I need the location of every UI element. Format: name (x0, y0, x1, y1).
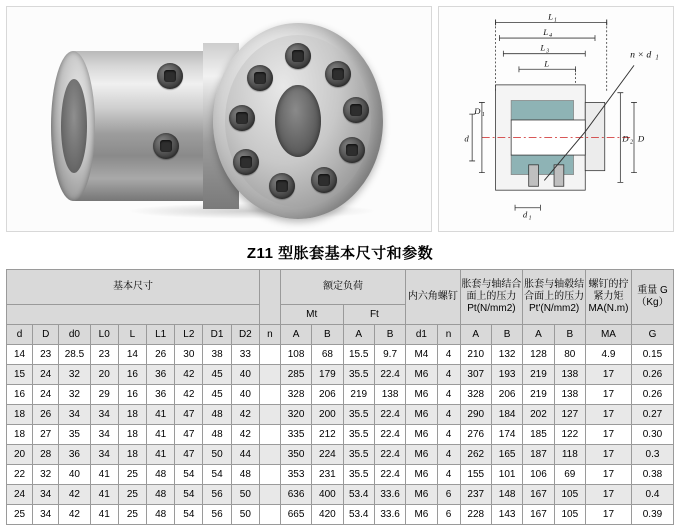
table-cell: 224 (312, 445, 343, 465)
table-cell: 33.6 (374, 505, 405, 525)
table-cell: 41 (90, 505, 118, 525)
table-cell: 0.15 (631, 345, 673, 365)
table-cell: 187 (523, 445, 554, 465)
table-cell (259, 345, 280, 365)
table-cell: 143 (491, 505, 522, 525)
table-cell: 40 (231, 385, 259, 405)
table-cell: 193 (491, 365, 522, 385)
table-cell: M6 (406, 485, 437, 505)
table-cell: 350 (280, 445, 311, 465)
table-cell: 420 (312, 505, 343, 525)
table-cell: 41 (90, 485, 118, 505)
bolt-icon (339, 137, 365, 163)
table-cell: 35.5 (343, 425, 374, 445)
table-cell: 22.4 (374, 365, 405, 385)
table-cell: 48 (147, 465, 175, 485)
table-cell: 42 (175, 385, 203, 405)
col-d0: d0 (59, 325, 90, 345)
table-cell: 18 (118, 405, 146, 425)
table-cell: 41 (147, 425, 175, 445)
table-cell: 307 (460, 365, 491, 385)
table-cell: 18 (7, 405, 33, 425)
table-cell: 34 (33, 505, 59, 525)
col-MA: MA (585, 325, 631, 345)
table-cell: 138 (374, 385, 405, 405)
table-head (7, 270, 674, 345)
table-cell: 32 (59, 385, 90, 405)
table-cell: 34 (90, 445, 118, 465)
table-row (7, 345, 674, 365)
page-title: Z11 型胀套基本尺寸和参数 (246, 245, 434, 262)
table-cell: 17 (585, 425, 631, 445)
table-cell: 328 (280, 385, 311, 405)
table-cell: 24 (33, 385, 59, 405)
table-cell: 35 (59, 425, 90, 445)
table-cell: 17 (585, 485, 631, 505)
dim-label-nxd1: n × d (630, 49, 652, 61)
table-cell: 56 (203, 505, 231, 525)
table-cell: 155 (460, 465, 491, 485)
table-cell: 636 (280, 485, 311, 505)
table-cell (259, 485, 280, 505)
table-cell: 25 (118, 505, 146, 525)
table-cell: 40 (59, 465, 90, 485)
table-cell: M6 (406, 385, 437, 405)
bolt-icon (233, 149, 259, 175)
col-D2: D2 (231, 325, 259, 345)
table-cell: 35.5 (343, 445, 374, 465)
table-cell: 27 (33, 425, 59, 445)
table-cell: 0.26 (631, 385, 673, 405)
col-pt-A: A (460, 325, 491, 345)
table-cell: 28.5 (59, 345, 90, 365)
table-cell: 34 (33, 485, 59, 505)
table-cell (259, 445, 280, 465)
table-cell: 665 (280, 505, 311, 525)
col-D: D (33, 325, 59, 345)
dim-label-L1: L (548, 11, 554, 22)
table-cell: 0.30 (631, 425, 673, 445)
table-cell: 36 (59, 445, 90, 465)
table-cell: 17 (585, 405, 631, 425)
table-row (7, 425, 674, 445)
table-cell: 48 (147, 505, 175, 525)
table-row (7, 405, 674, 425)
table-cell: 262 (460, 445, 491, 465)
dim-label-d: d (464, 133, 469, 144)
col-screw-d1: d1 (406, 325, 437, 345)
table-cell: 47 (175, 405, 203, 425)
table-cell: 0.27 (631, 405, 673, 425)
table-cell: 34 (90, 405, 118, 425)
col-G: G (631, 325, 673, 345)
table-cell: 228 (460, 505, 491, 525)
group-basic-size: 基本尺寸 (7, 270, 260, 305)
col-d: d (7, 325, 33, 345)
table-cell: 9.7 (374, 345, 405, 365)
table-cell: 353 (280, 465, 311, 485)
sub-blank (7, 305, 260, 325)
sleeve-bore (61, 79, 87, 173)
table-cell: 25 (118, 465, 146, 485)
table-cell: 42 (231, 405, 259, 425)
table-cell: 400 (312, 485, 343, 505)
table-cell: 33 (231, 345, 259, 365)
table-cell: 138 (554, 365, 585, 385)
table-cell: 16 (7, 385, 33, 405)
table-cell: 22.4 (374, 405, 405, 425)
table-cell: 122 (554, 425, 585, 445)
table-cell: 48 (147, 485, 175, 505)
col-n-head (259, 270, 280, 325)
header-row-groups (7, 270, 674, 305)
table-cell: 127 (554, 405, 585, 425)
table-cell: 32 (59, 365, 90, 385)
table-cell: 24 (7, 485, 33, 505)
table-cell: 4 (437, 405, 460, 425)
table-cell: M6 (406, 405, 437, 425)
col-n: n (259, 325, 280, 345)
table-cell: 231 (312, 465, 343, 485)
table-cell: M6 (406, 445, 437, 465)
table-cell: 42 (231, 425, 259, 445)
group-torque: 螺钉的拧紧力矩 MA(N.m) (585, 270, 631, 325)
table-body (7, 345, 674, 525)
table-cell: 202 (523, 405, 554, 425)
col-Mt-B: B (312, 325, 343, 345)
bolt-icon (153, 133, 179, 159)
table-cell: 80 (554, 345, 585, 365)
table-cell: 68 (312, 345, 343, 365)
table-cell: 4 (437, 365, 460, 385)
col-L1: L1 (147, 325, 175, 345)
table-cell: 4 (437, 425, 460, 445)
table-cell: 48 (203, 425, 231, 445)
col-L: L (118, 325, 146, 345)
table-cell: 200 (312, 405, 343, 425)
table-cell: 16 (118, 365, 146, 385)
group-rated-load: 额定负荷 (280, 270, 405, 305)
col-L0: L0 (90, 325, 118, 345)
table-cell: 50 (231, 505, 259, 525)
table-cell: 335 (280, 425, 311, 445)
table-cell: 54 (203, 465, 231, 485)
table-cell: 219 (523, 365, 554, 385)
table-cell: 42 (175, 365, 203, 385)
table-cell: 36 (147, 365, 175, 385)
table-cell: 118 (554, 445, 585, 465)
table-cell: 179 (312, 365, 343, 385)
bolt-icon (229, 105, 255, 131)
table-cell (259, 465, 280, 485)
table-cell: 210 (460, 345, 491, 365)
dim-sub-D1: 1 (481, 112, 485, 119)
table-cell: 15.5 (343, 345, 374, 365)
col-Ft-B: B (374, 325, 405, 345)
table-cell: 25 (118, 485, 146, 505)
table-cell: 219 (343, 385, 374, 405)
table-row (7, 365, 674, 385)
dim-label-D: D (637, 133, 645, 144)
col-L2: L2 (175, 325, 203, 345)
col-ptp-B: B (554, 325, 585, 345)
table-cell: 167 (523, 485, 554, 505)
table-cell: 0.3 (631, 445, 673, 465)
table-cell: 219 (523, 385, 554, 405)
dim-sub-d1: 1 (528, 215, 532, 222)
table-cell: 6 (437, 505, 460, 525)
bolt-icon (247, 65, 273, 91)
table-cell: 18 (7, 425, 33, 445)
table-cell: 17 (585, 445, 631, 465)
table-cell: 35.5 (343, 465, 374, 485)
table-cell: 41 (147, 405, 175, 425)
dim-sub-4: 4 (549, 33, 553, 40)
table-cell: 23 (33, 345, 59, 365)
table-cell: 6 (437, 485, 460, 505)
table-cell: 25 (7, 505, 33, 525)
dim-label-L4: L (543, 27, 549, 38)
bolt-icon (157, 63, 183, 89)
group-weight: 重量 G（Kg） (631, 270, 673, 325)
table-cell: 4.9 (585, 345, 631, 365)
table-cell: 36 (147, 385, 175, 405)
table-cell: 0.26 (631, 365, 673, 385)
table-cell: 41 (147, 445, 175, 465)
table-cell (259, 385, 280, 405)
dim-sub-nxd1: 1 (655, 54, 659, 62)
table-cell: M6 (406, 425, 437, 445)
dim-sub-3: 3 (546, 48, 550, 55)
table-cell: 28 (33, 445, 59, 465)
table-cell: 17 (585, 465, 631, 485)
table-cell: 206 (312, 385, 343, 405)
table-cell: 320 (280, 405, 311, 425)
table-cell: 4 (437, 465, 460, 485)
bolt-icon (285, 43, 311, 69)
table-cell: 174 (491, 425, 522, 445)
dim-label-L3: L (540, 42, 546, 53)
table-cell: 45 (203, 365, 231, 385)
product-photo (6, 6, 432, 232)
table-cell: M6 (406, 365, 437, 385)
table-cell: 14 (118, 345, 146, 365)
table-cell: 22.4 (374, 445, 405, 465)
table-cell: 328 (460, 385, 491, 405)
table-cell: 30 (175, 345, 203, 365)
table-cell: 105 (554, 485, 585, 505)
col-D1: D1 (203, 325, 231, 345)
col-Ft-A: A (343, 325, 374, 345)
table-cell: 185 (523, 425, 554, 445)
table-cell (259, 505, 280, 525)
dim-label-D2: D (622, 133, 629, 144)
table-cell (259, 405, 280, 425)
table-cell: 132 (491, 345, 522, 365)
table-cell: 237 (460, 485, 491, 505)
drawing-svg (439, 7, 673, 231)
table-cell: 47 (175, 425, 203, 445)
table-row (7, 465, 674, 485)
table-cell: 138 (554, 385, 585, 405)
dim-label-d1: d (522, 209, 528, 220)
table-cell: 108 (280, 345, 311, 365)
header-row-columns (7, 325, 674, 345)
table-cell: 54 (175, 505, 203, 525)
table-cell: M4 (406, 345, 437, 365)
table-cell: 4 (437, 385, 460, 405)
table-cell: 48 (231, 465, 259, 485)
table-row (7, 445, 674, 465)
section-drawing (438, 6, 674, 232)
table-cell: M6 (406, 465, 437, 485)
table-cell: 22.4 (374, 425, 405, 445)
table-cell: 101 (491, 465, 522, 485)
group-hex-screw: 内六角螺钉 (406, 270, 460, 325)
table-cell: 69 (554, 465, 585, 485)
table-cell: 290 (460, 405, 491, 425)
dim-sub-D2: 2 (630, 139, 634, 146)
bolt-icon (269, 173, 295, 199)
table-cell: 106 (523, 465, 554, 485)
table-cell: 128 (523, 345, 554, 365)
table-cell: 17 (585, 365, 631, 385)
dim-sub-1: 1 (554, 17, 557, 24)
table-cell: 206 (491, 385, 522, 405)
table-cell: 22 (7, 465, 33, 485)
table-row (7, 485, 674, 505)
table-cell: 23 (90, 345, 118, 365)
table-cell: 35.5 (343, 365, 374, 385)
table-cell: 17 (585, 385, 631, 405)
dim-label-L: L (544, 58, 550, 69)
table-cell: 15 (7, 365, 33, 385)
table-cell: 4 (437, 445, 460, 465)
flange-bore (275, 85, 321, 157)
table-cell: 50 (203, 445, 231, 465)
bolt-icon (311, 167, 337, 193)
table-cell: 18 (118, 445, 146, 465)
table-cell: 148 (491, 485, 522, 505)
table-cell: 0.39 (631, 505, 673, 525)
table-cell: 16 (118, 385, 146, 405)
table-cell: 285 (280, 365, 311, 385)
table-cell: 54 (175, 465, 203, 485)
table-cell: 32 (33, 465, 59, 485)
table-cell (259, 425, 280, 445)
table-cell: 105 (554, 505, 585, 525)
table-row (7, 505, 674, 525)
table-cell: 24 (33, 365, 59, 385)
table-cell: 0.4 (631, 485, 673, 505)
dim-label-D1: D (474, 106, 481, 117)
spec-table (6, 269, 674, 525)
table-cell: 167 (523, 505, 554, 525)
table-cell: 38 (203, 345, 231, 365)
sub-Mt: Mt (280, 305, 343, 325)
sub-Ft: Ft (343, 305, 406, 325)
table-cell: 35.5 (343, 405, 374, 425)
group-hub-pressure: 胀套与轴毂结合面上的压力 Pt'(N/mm2) (523, 270, 586, 325)
bolt-icon (325, 61, 351, 87)
table-cell: 41 (90, 465, 118, 485)
table-cell: 47 (175, 445, 203, 465)
table-cell: 20 (90, 365, 118, 385)
bolt-icon (343, 97, 369, 123)
table-cell: 48 (203, 405, 231, 425)
table-cell: 14 (7, 345, 33, 365)
table-cell: 276 (460, 425, 491, 445)
table-cell: 26 (147, 345, 175, 365)
table-cell: 33.6 (374, 485, 405, 505)
table-cell: 20 (7, 445, 33, 465)
table-cell: 40 (231, 365, 259, 385)
table-cell: M6 (406, 505, 437, 525)
table-cell: 34 (59, 405, 90, 425)
table-cell: 45 (203, 385, 231, 405)
illustration-row (0, 0, 680, 232)
table-cell: 18 (118, 425, 146, 445)
table-cell: 0.38 (631, 465, 673, 485)
table-cell: 17 (585, 505, 631, 525)
table-cell: 212 (312, 425, 343, 445)
col-screw-n: n (437, 325, 460, 345)
table-cell: 44 (231, 445, 259, 465)
table-cell: 56 (203, 485, 231, 505)
table-cell: 34 (90, 425, 118, 445)
table-cell: 165 (491, 445, 522, 465)
table-cell: 54 (175, 485, 203, 505)
table-cell: 50 (231, 485, 259, 505)
table-cell: 22.4 (374, 465, 405, 485)
table-cell: 4 (437, 345, 460, 365)
table-cell: 53.4 (343, 485, 374, 505)
table-cell: 29 (90, 385, 118, 405)
group-shaft-pressure: 胀套与轴结合面上的压力 Pt(N/mm2) (460, 270, 523, 325)
col-Mt-A: A (280, 325, 311, 345)
col-pt-B: B (491, 325, 522, 345)
table-cell: 184 (491, 405, 522, 425)
table-cell: 26 (33, 405, 59, 425)
table-cell: 42 (59, 505, 90, 525)
table-row (7, 385, 674, 405)
table-cell (259, 365, 280, 385)
col-ptp-A: A (523, 325, 554, 345)
table-cell: 53.4 (343, 505, 374, 525)
table-cell: 42 (59, 485, 90, 505)
